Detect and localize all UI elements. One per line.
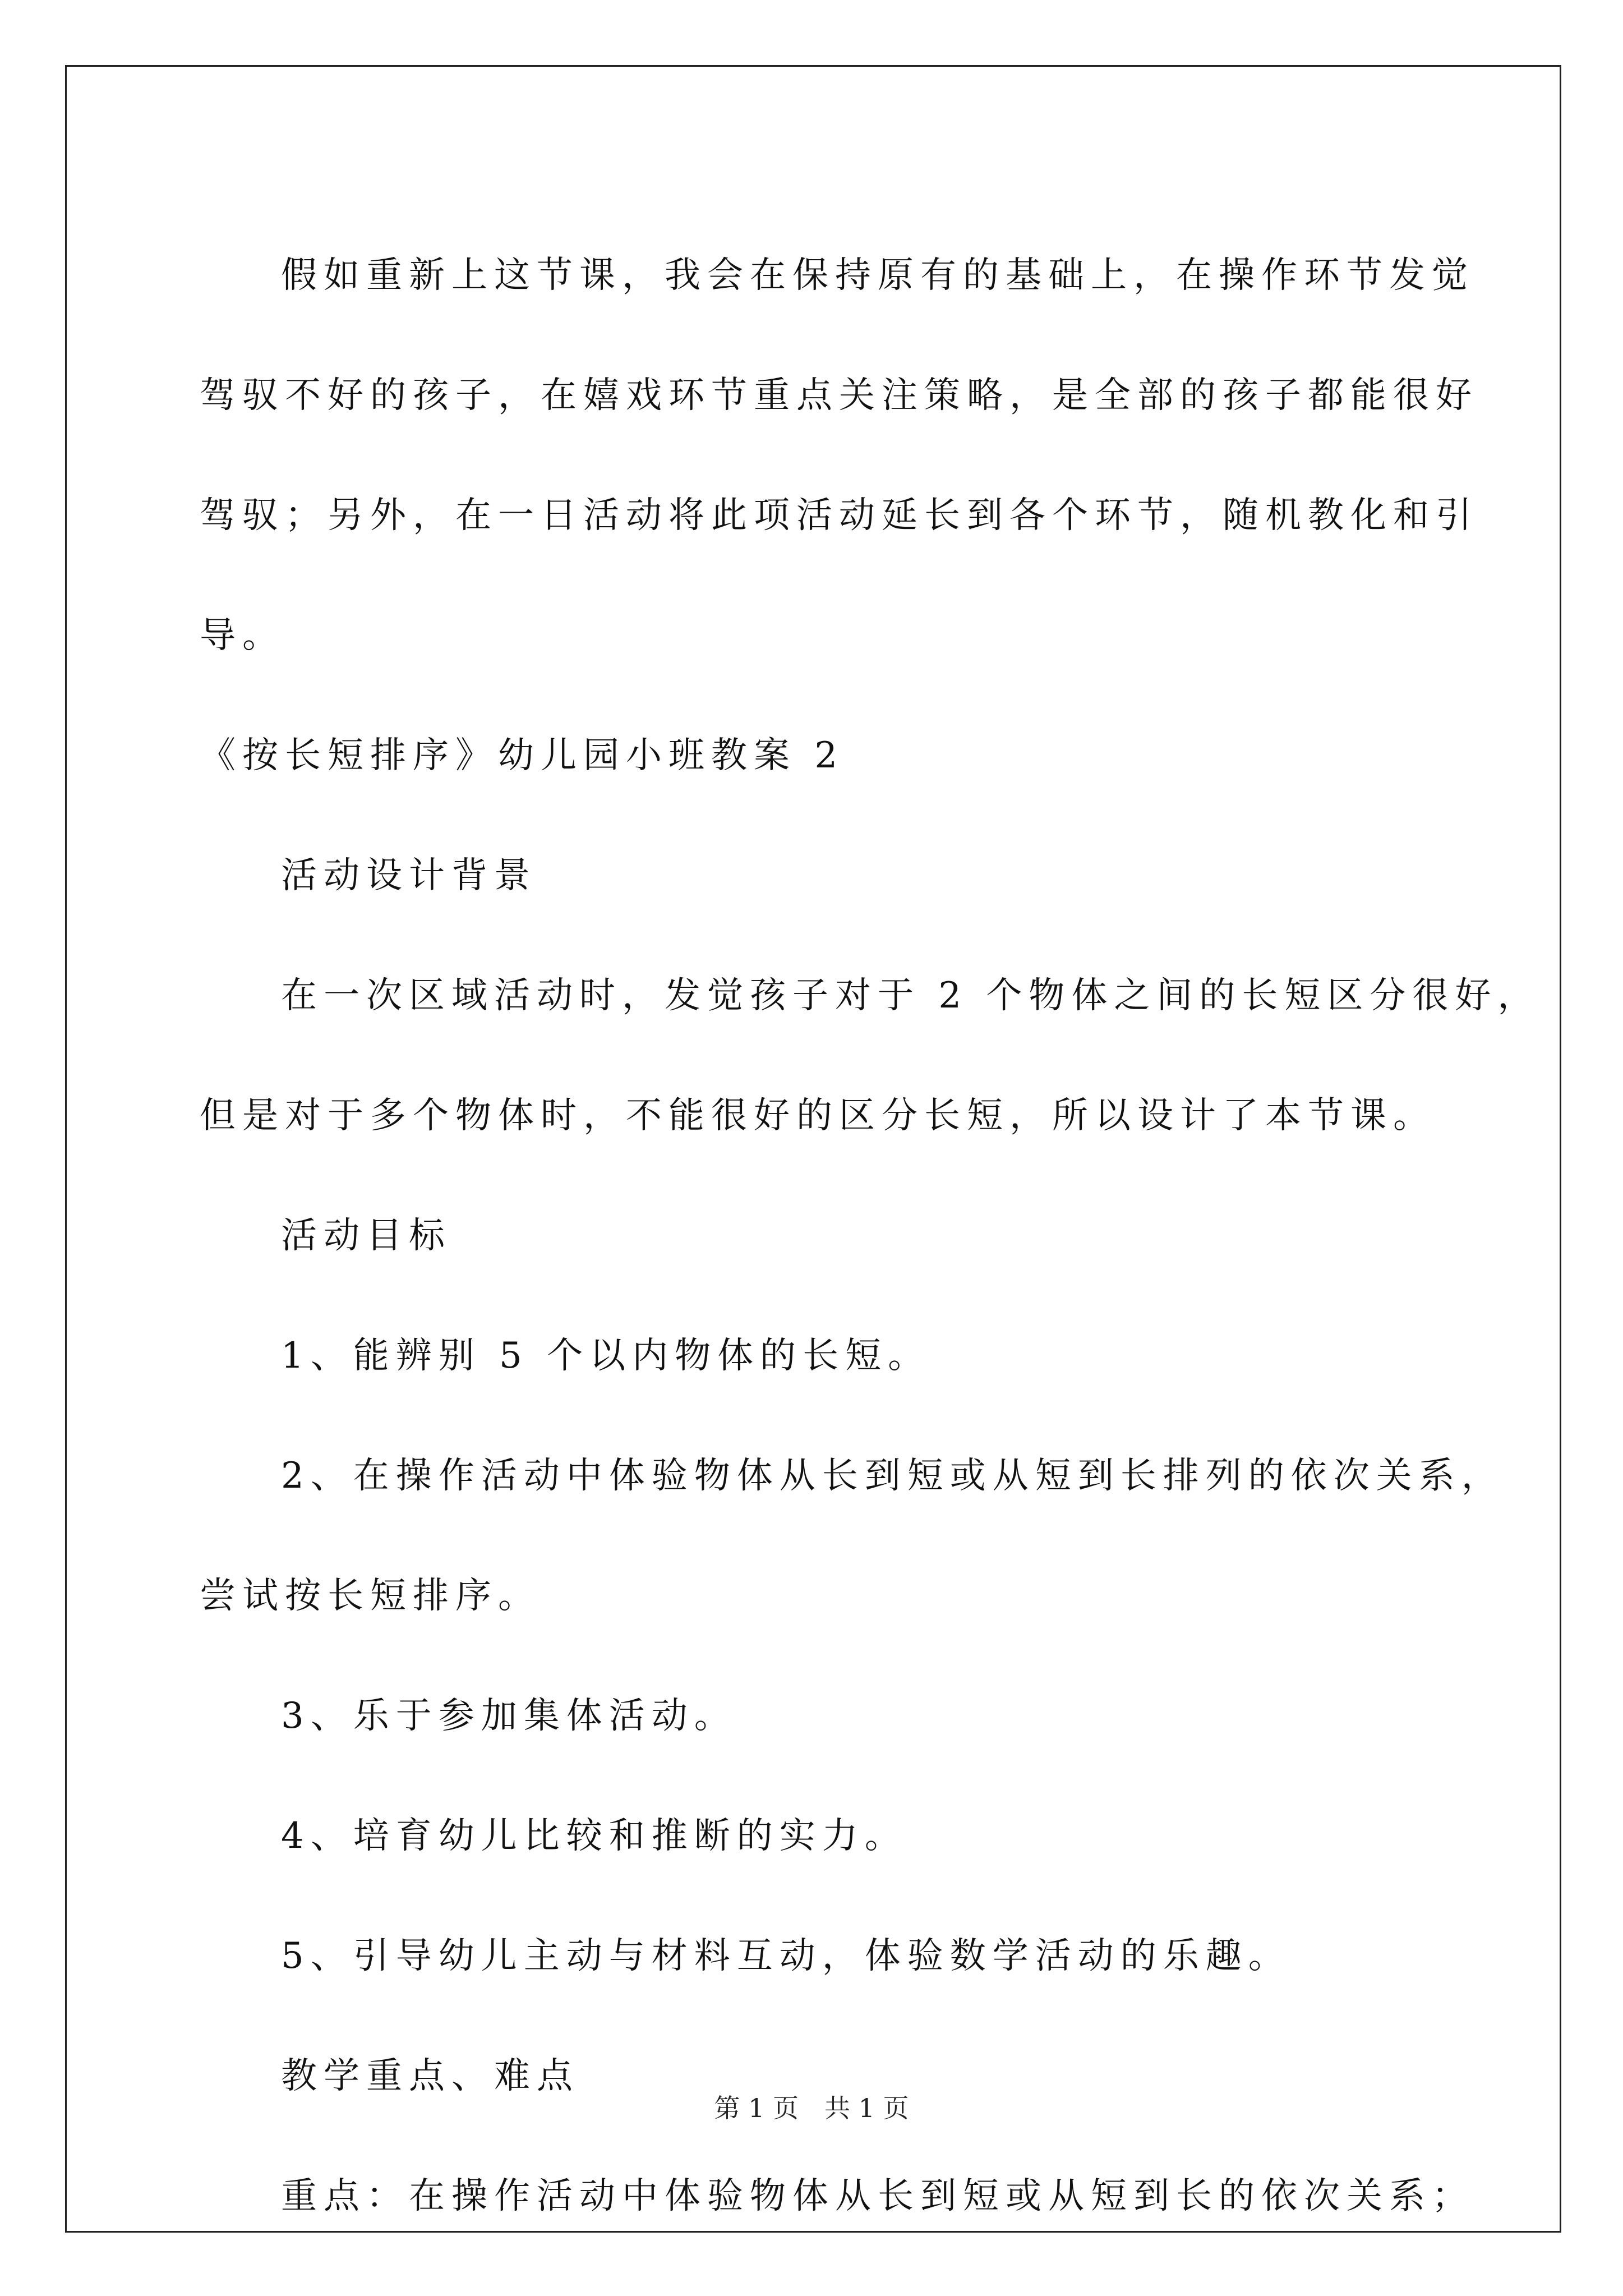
paragraph-line: 但是对于多个物体时，不能很好的区分长短，所以设计了本节课。: [200, 1095, 1436, 1137]
paragraph-line: 假如重新上这节课，我会在保持原有的基础上，在操作环节发觉: [281, 255, 1474, 296]
list-item: 1、能辨别 5 个以内物体的长短。: [281, 1335, 931, 1377]
document-body: [200, 215, 1541, 2256]
paragraph-line: 驾驭不好的孩子，在嬉戏环节重点关注策略，是全部的孩子都能很好: [200, 375, 1478, 416]
section-heading: 活动设计背景: [281, 855, 537, 896]
list-item: 2、在操作活动中体验物体从长到短或从短到长排列的依次关系，: [281, 1455, 1504, 1497]
paragraph-line: 在一次区域活动时，发觉孩子对于 2 个物体之间的长短区分很好，: [281, 975, 1541, 1016]
paragraph-line: 导。: [200, 615, 285, 656]
list-item: 5、引导幼儿主动与材料互动，体验数学活动的乐趣。: [281, 1935, 1291, 1977]
list-item: 3、乐于参加集体活动。: [281, 1695, 737, 1737]
paragraph-line: 重点：在操作活动中体验物体从长到短或从短到长的依次关系；: [281, 2175, 1474, 2217]
section-title: 《按长短排序》幼儿园小班教案 2: [200, 735, 845, 776]
page-number: 第 1 页 共 1 页: [714, 2093, 909, 2123]
list-item: 4、培育幼儿比较和推断的实力。: [281, 1815, 907, 1857]
section-heading: 活动目标: [281, 1215, 451, 1257]
section-heading: 教学重点、难点: [281, 2055, 579, 2097]
paragraph-line: 驾驭；另外，在一日活动将此项活动延长到各个环节，随机教化和引: [200, 495, 1478, 536]
list-item-continuation: 尝试按长短排序。: [200, 1575, 541, 1617]
